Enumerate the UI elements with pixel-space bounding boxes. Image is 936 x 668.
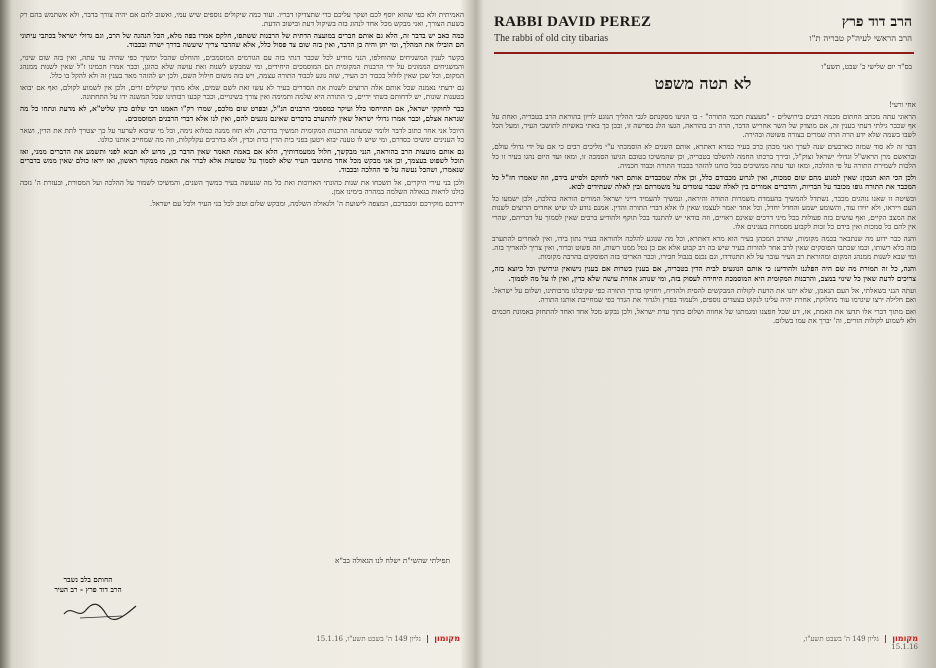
header-divider [494,52,914,54]
right-footer [788,634,918,651]
paragraph: הראוני עתה מכתב החתום מכמה רבנים בירושלים - "מעעצת חכמי התורה" - בו הגיעו מסקנתם לגבי ההליך הנוגע לדיון בהוראת הרב בטבריה, ואחת על אף שכבר גילתי דעתי בענין זה, אם מוצדק של השר אחריש הדבר, הרה רב בהוראה, הגעו הלנ בפרשה זו, ובכן כך באתי באשיות לתושבי העיר, ומעל הכל לשבו בשמה שלא ידע הרה הרה שמרים בצורה פשוטה ובהירה. [492,112,916,140]
paragraph: ידידכם מוקירכם ומכבדכם, המצפה לישועת ה' ולגאולה השלמה, ומבקש שלום וטוב לכל בני העיר ולכל עם ישראל. [149,198,464,208]
paragraph: כמה כאב יש בדבר זה, הלא גם אותם חברים במועצה הדתית של הרבנות ששתפו, חלקם אמרו בפה מלא, הכל הנהגה של הרב, וגם גדולי ישראל בכתבי עיתוני הם הובילו את המהלך, ומי יתן והיה כן הדבר, ואין בזה שום צד פסול כלל, אלא שהדבר צריך שיעשה בדרך ישרה ובכבוד. [20,31,464,50]
article-title: לא תטה משפט [654,74,752,93]
paragraph: כבר לחוקקי ישראל, אם תתייחסו כלל ועיקר כמסמכי הרבנים הנ"ל, ובפרט שום מלכם, שמרו רק"ו האמנו רבי שלום כהן שליט"א, לא מדעת ונתחו כל מה שנראה אצלם, וכבר אמרו גדולי ישראל שאין להתערב בדברים שאינם נוגעים להם, ואין לנו אלא דברי הרבנים המוסמכים. [20,104,464,123]
paragraph: היוכל אני אחר כתוב לדבר ולומר שמעתה הרבנות המקומית תמשיך בדרכה, ולא תזוז ממנה כמלוא נימה, וכל מי שיבוא לערער על כך יצטרך לתת את הדין, ושאר כל הענינים ימשיכו כסדרם, ומי שיש לו טענה יבוא ויטען בפני בית הדין כדת וכדין, ולא בדרכים עקלקלות, וזה מה שמחייב אותנו כולנו. [20,125,464,144]
header-hebrew [702,14,912,44]
footer-logo: מקומון [434,634,460,643]
footer-separator [427,635,428,643]
paragraph: בקשר לענין המשגיחים שהוחלפו, הנני מודיע לכל שכבר דנתי בזה עם הגורמים המוסמכים, והוחלט שהכל ימשיך כפי שהיה עד עתה, ואין בזה שום שינוי, והמשגיחים הממונים על ידי הרבנות המקומית הם המוסמכים היחידים, ומי שמבקש לשנות זאת עושה שלא כהוגן, וכבר אמרו חכמינו ז"ל שאין לשנות ממנהג המקום, וכל שכן שאין לזלזל בכבוד רב העיר, שזה נוגע לכבוד התורה עצמה, ויש בזה משום חילול השם, ולכן יש להזהר מאד בענין זה ולא להקל בו כלל. [20,52,464,80]
paragraph: גם אותם מועצות הרב בהוראה, הנני מבקשך, חלול ממעמדותיך, הלא אם באמת תאמר שאין הדבר כן, מדוע לא תבוא לפני ותשמע את הדברים ממני, ואז תוכל לשפוט בעצמך, וכן אני מבקש מכל אחד מתושבי העיר שלא לסמוך על שמועות אלא לברר את האמת ממקור ראשון, ואז יראו כולם שאין ממש בדברים שנאמרו, ושהכל נעשה על פי ההלכה ובכבוד. [20,147,464,175]
paragraph: והנה כבר ידוע מה שנתבאר בכמה מקומות, שהרב המכהן בעיר הוא מרא דאתרא, וכל מה שנוגע להלכה ולהוראה בעיר נתון בידו, ואין לאחרים להתערב בזה בלא רשותו, וכמו שכתבו הפוסקים שאין לרב אחר להורות בעיר שיש בה רב קבוע אלא אם כן נטל ממנו רשות, וזה פשוט וברור, ואין צריך להאריך בזה. ומי שבא לשנות ממנהג המקום ומהוראת רב העיר עובר על לא תתגודדו, וגם נכנס בגבול חבירו, וכבר האריכו בזה הפוסקים בהרבה מקומות. [492,233,916,262]
signature-line-2: הרב דוד פרץ - רב העיר [54,584,122,594]
paragraph: ולכן בני עירי היקרים, אל תשכחו את שנות כהונתי הארוכות ואת כל מה שנעשה בעיר במשך השנים, והמשיכו לשמור על ההלכה ועל המסורת, ובעזרת ה' נזכה כולנו לראות בגאולה השלמה במהרה בימינו אמן. [20,177,464,196]
paragraph: האמיתית ולא כפי שהוא יוסף לכם ושקר עליכם כדי שתצדיקו דבריו. ועוד כמה שיקולים נוספים שיש עמי, ואשוב להם אם יהיה צורך בדבר, ולא אשתמש בהם רק בשעת הצורך, ואני מבקש מכל אחד לנהוג בזה בשיקול דעת ובישוב הדעת. [20,10,464,29]
paragraph: גם ידעתי נאמנה שכל אותם אלה הרוצים לשנות את הסדרים בעיר לא עשו זאת לשם שמים, אלא מתוך שיקולים זרים, ולכן אין לשמוע לקולם, ואף אם יבואו בטענות שונות, יש לדחותם בשתי ידיים, כי התורה היא שלמה ותמימה ואין צורך בשינויים, וכבר קבעו רבותינו שכל המשנה ידו על התחתונה. [20,83,464,102]
paragraph: ולכן הכי הוא הנכון: שאין למנוע מהם שום סמכות, ואין לגרוע מכבודם כלל, וכן אלה שמכבדים אותם ראוי לחזקם ולסייע בידם, וזה שאמרו חז"ל כל המכבד את התורה גופו מכובד על הבריות, והדברים אמורים בין לאלה שכבר עומדים על משמרתם ובין לאלה שעתידים לבוא. [492,172,916,192]
right-page-body [492,100,916,628]
closing-prayer: תפילתי שהשי"ת ישלח לנו הגאולה בב"א [335,556,450,565]
paragraph: ועתה הנני בשאלתי, אל העם הנאמן, שלא יתנו את הדעת לקולות המבקשים להסית ולהדיח, ויחזיקו בדרך התורה כפי שקיבלנו מרבותינו, ושלום על ישראל. ואם חלילה ירצו שיגרמו עוד מחלוקת, אחרת יהיה עלינו לנקוט בצעדים נוספים, ולעמוד בפרץ ולגדור את הגדר כפי שמחייבת אותנו התורה. [492,285,916,304]
footer-separator [885,635,886,643]
header-english [494,14,694,44]
header-he-subtitle: הרב הראשי לעיה"ק טבריה ת"ו [809,34,912,44]
signature-block [28,575,148,594]
header-en-title: RABBI DAVID PEREZ [494,14,652,30]
header-he-title: הרב דוד פרץ [841,14,912,30]
paragraph: ובשיטה זו שאנו נוהגים מכבר, נשתדל להמשיך בהעמדת משמרות התורה והיראה, ונמשיך להעמיד דייני ישראל המורים הוראה כהלכה, ולכן ישמעו כל העם וייראו, ולא יזידו עוד, והשומע ישמע והחדל יחדל, וכל אחד יאמר לעצמו שאין לו אלא דברי התורה והדין. אמנם נודע לנו שיש אחדים הרוצים לשנות את המצב הקיים, ואף עושים בזה פעולות בכל מיני דרכים שאינם ראויים, וזה בודאי יש להתנגד בכל תוקף ולהודיע ברבים שאין לסמוך על דבריהם, שהרי אין להם כל סמכות ואין בידם כל זכות לקבוע מסמרות בענינים אלו. [492,194,916,231]
date-line: בס"ד יום שלישי ב' שבט, תשע"ו [821,62,912,71]
left-footer [20,634,460,648]
footer-logo: מקומון [892,634,918,643]
greeting: אחי ורעי! [889,100,916,109]
left-page-body [20,10,464,545]
handwritten-signature [60,600,140,622]
footer-issue: גליון 149 ה' בשבט תשע"ו, 15.1.16 [316,635,421,643]
header-en-subtitle: The rabbi of old city tibarias [494,33,609,44]
signature-line-1: החותם בלב נשבר [63,575,113,584]
paragraph: דבר זה לא סוד שמזה כארבעים שנה לערך ואני מכהן כרב בעיר כמרא דאתרא, אותם השנים לא הוסמכתי ע"י מליכים רבים כי אם על ידי גדולי עולם, ובראשם מרן הראש"ל וגדולי ישראל זצוק"ל, ובירך ברכתו החמה להשלבו בטבריה, וכן שהמשיכו בטובם הגיעו הסמכה זו, ומאז ועד היום נהגו בעיר זו כל הלכות לשמירת התורה על פי ההלכה, ומאז ועד עתה ממשיכים בכל כוחנו להזהר בכבוד התורה וכבוד חכמיה. [492,142,916,170]
left-page [12,0,470,668]
paragraph: ואם מתוך דברי אלו תדעו את האמת, אז, דע שכל חפצנו ומגמתנו של אחווה ושלום בתוך עדת ישראל, ולכן נבקש מכל אחד ואחד להתחזק באמונת חכמים ולא לשמוע לקולות הזרים, וה' יברך את עמו בשלום. [492,306,916,326]
paragraph: והנה, כל זה תמורת מה שם היה הפלגנו ולהודיע: כי אותם הנוגעים לבית הדין בטבריה, אם בענין כשרות אם בענין נישואין וגירושין וכל כיוצא בזה, צריכים לדעת שאין כל שינוי במצב, והרבנות המקומית היא המוסמכת היחידה לעסוק בזה, ומי שנוהג אחרת עושה שלא כדין, ואין לו על מה לסמוך. [492,264,916,283]
footer-issue: גליון 149 ה' בשבט תשע"ו, 15.1.16 [803,635,918,651]
right-page [480,0,926,668]
